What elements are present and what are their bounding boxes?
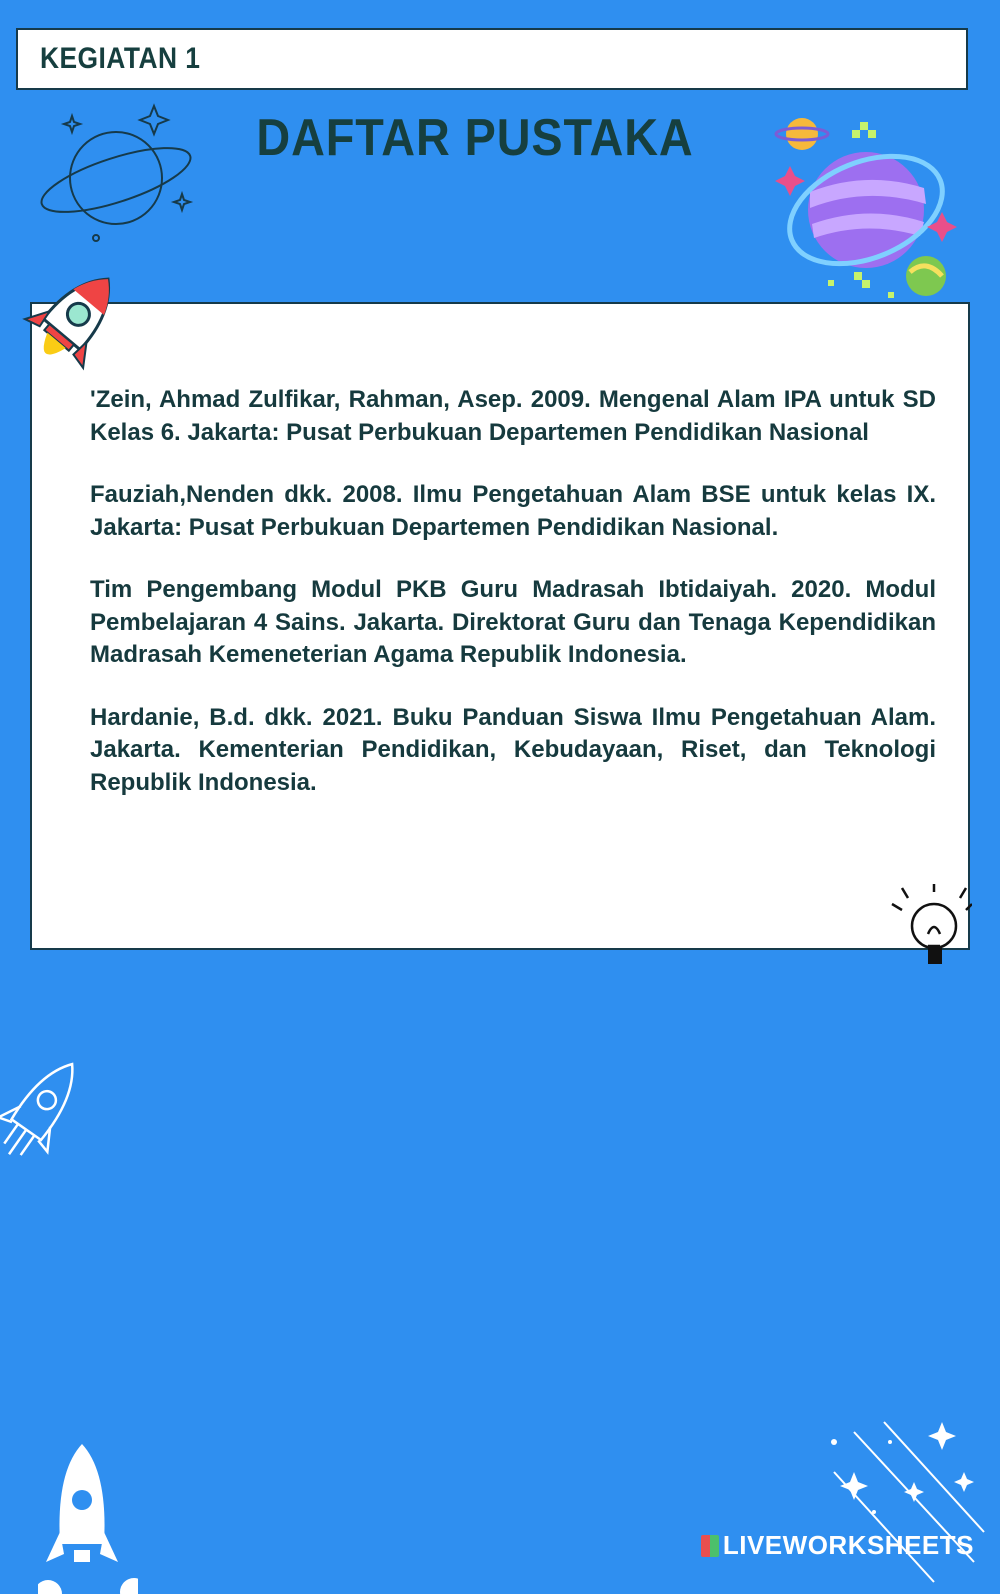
page-title: DAFTAR PUSTAKA	[256, 109, 694, 167]
reference-entry: Hardanie, B.d. dkk. 2021. Buku Panduan Siswa Ilmu Pengetahuan Alam. Jakarta. Kementerian Pendidikan, Kebudayaan, Riset, dan Teknologi Republik Indonesia.	[90, 703, 936, 796]
reference-card	[30, 302, 970, 950]
activity-label: KEGIATAN 1	[40, 42, 201, 75]
watermark-text: LIVEWORKSHEETS	[722, 1530, 974, 1560]
reference-entry: 'Zein, Ahmad Zulfikar, Rahman, Asep. 2009. Mengenal Alam IPA untuk SD Kelas 6. Jakarta: Pusat Perbukuan Departemen Pendidikan Nasional	[90, 386, 936, 446]
reference-entry: Tim Pengembang Modul PKB Guru Madrasah Ibtidaiyah. 2020. Modul Pembelajaran 4 Sains. Jakarta. Direktorat Guru dan Tenaga Kependidikan Madrasah Kemeneterian Agama Republik Indonesia.	[90, 576, 936, 668]
reference-list	[90, 384, 936, 829]
planet-illustration-icon	[770, 112, 970, 304]
rocket-outline-icon	[0, 1048, 80, 1172]
header-box	[16, 28, 968, 90]
rocket-icon	[12, 262, 132, 382]
saturn-doodle-icon	[36, 98, 206, 248]
light-bulb-icon	[888, 884, 972, 976]
liveworksheets-watermark	[701, 1530, 974, 1561]
liveworksheets-logo-icon	[701, 1535, 719, 1557]
reference-entry: Fauziah,Nenden dkk. 2008. Ilmu Pengetahuan Alam BSE untuk kelas IX. Jakarta: Pusat Perbukuan Departemen Pendidikan Nasional.	[90, 481, 936, 541]
rocket-silhouette-icon	[38, 1440, 138, 1594]
shooting-stars-icon	[814, 1412, 994, 1594]
